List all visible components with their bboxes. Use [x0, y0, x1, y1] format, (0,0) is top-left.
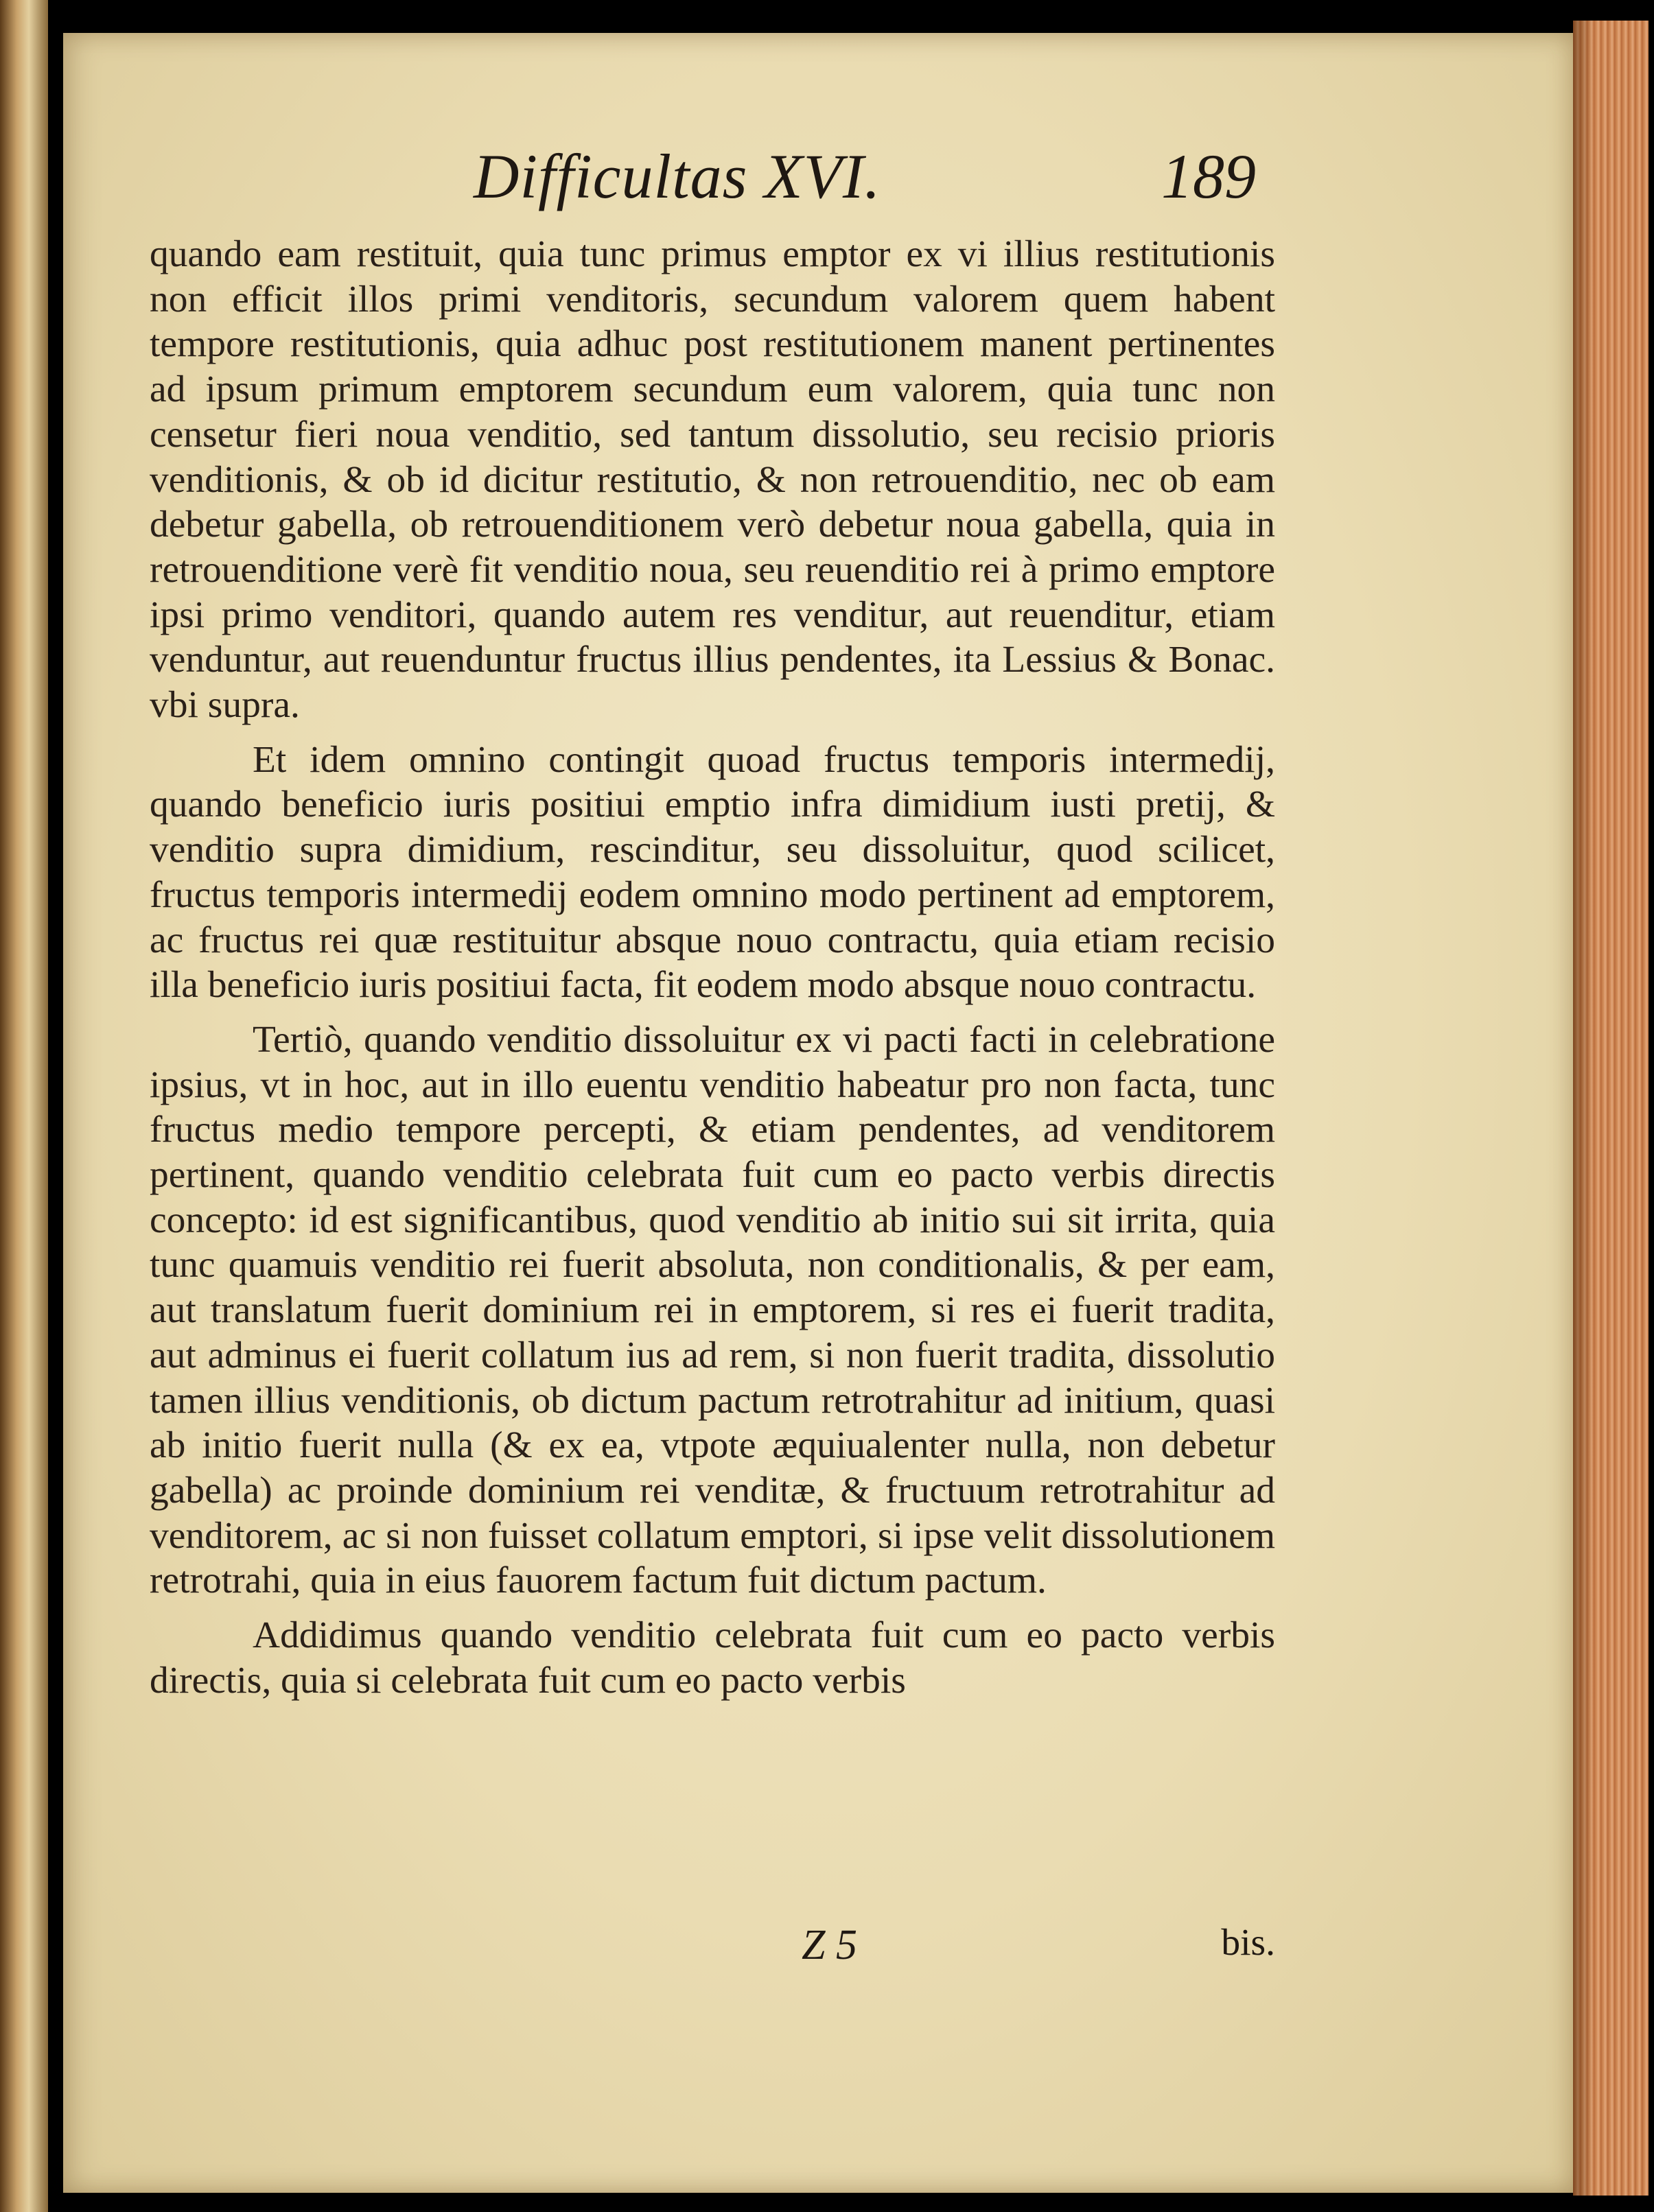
paragraph-4: Addidimus quando venditio celebrata fuit cum eo pacto verbis directis, quia si celebrata fuit cum eo pacto verbis — [150, 1614, 1275, 1702]
running-title: Difficultas XVI. — [474, 141, 881, 211]
facing-page-edge — [0, 0, 48, 2212]
page-body — [150, 232, 1275, 1704]
catchword: bis. — [1221, 1922, 1275, 1964]
fore-edge-shadow — [1573, 21, 1594, 2196]
paragraph-2: Et idem omnino contingit quoad fructus temporis intermedij, quando beneficio iuris positiui emptio infra dimidium iusti pretij, & venditio supra dimidium, rescinditur, seu dissoluitur, quod scilicet, fructus temporis intermedij eodem omnino modo pertinent ad emptorem, ac fructus rei quæ restituitur absque nouo contractu, quia etiam recisio illa beneficio iuris positiui facta, fit eodem modo absque nouo contractu. — [150, 738, 1275, 1007]
paragraph-3: Tertiò, quando venditio dissoluitur ex vi pacti facti in celebratione ipsius, vt in hoc, aut in illo euentu venditio habeatur pro non facta, tunc fructus medio tempore percepti, & etiam pendentes, ad venditorem pertinent, quando venditio celebrata fuit cum eo pacto verbis directis concepto: id est significantibus, quod venditio ab initio sui sit irrita, quia tunc quamuis venditio rei fuerit absoluta, non conditionalis, & per eam, aut translatum fuerit dominium rei in emptorem, si res ei fuerit tradita, aut adminus ei fuerit collatum ius ad rem, si non fuerit tradita, dissolutio tamen illius venditionis, ob dictum pactum retrotrahitur ad initium, quasi ab initio fuerit nulla (& ex ea, vtpote æquiualenter nulla, non debetur gabella) ac proinde dominium rei venditæ, & fructuum retrotrahitur ad venditorem, ac si non fuisset collatum emptori, si ipse velit dissolutionem retrotrahi, quia in eius fauorem factum fuit dictum pactum. — [150, 1018, 1275, 1602]
page-footer — [150, 1921, 1275, 1976]
signature-mark: Z 5 — [802, 1922, 857, 1968]
paragraph-1: quando eam restituit, quia tunc primus emptor ex vi illius restitutionis non efficit illos primi venditoris, secundum valorem quem habent tempore restitutionis, quia adhuc post restitutionem manent pertinentes ad ipsum primum emptorem secundum eum valorem, quia tunc non censetur fieri noua venditio, sed tantum dissolutio, seu recisio prioris venditionis, & ob id dicitur restitutio, & non retrouenditio, nec ob eam debetur gabella, ob retrouenditionem verò debetur noua gabella, quia in retrouenditione verè fit venditio noua, seu reuenditio rei à primo emptore ipsi primo venditori, quando autem res venditur, aut reuenditur, etiam venduntur, aut reuenduntur fructus illius pendentes, ita Lessius & Bonac. vbi supra. — [150, 233, 1275, 727]
page-header — [63, 130, 1573, 220]
page-number: 189 — [1161, 141, 1256, 211]
